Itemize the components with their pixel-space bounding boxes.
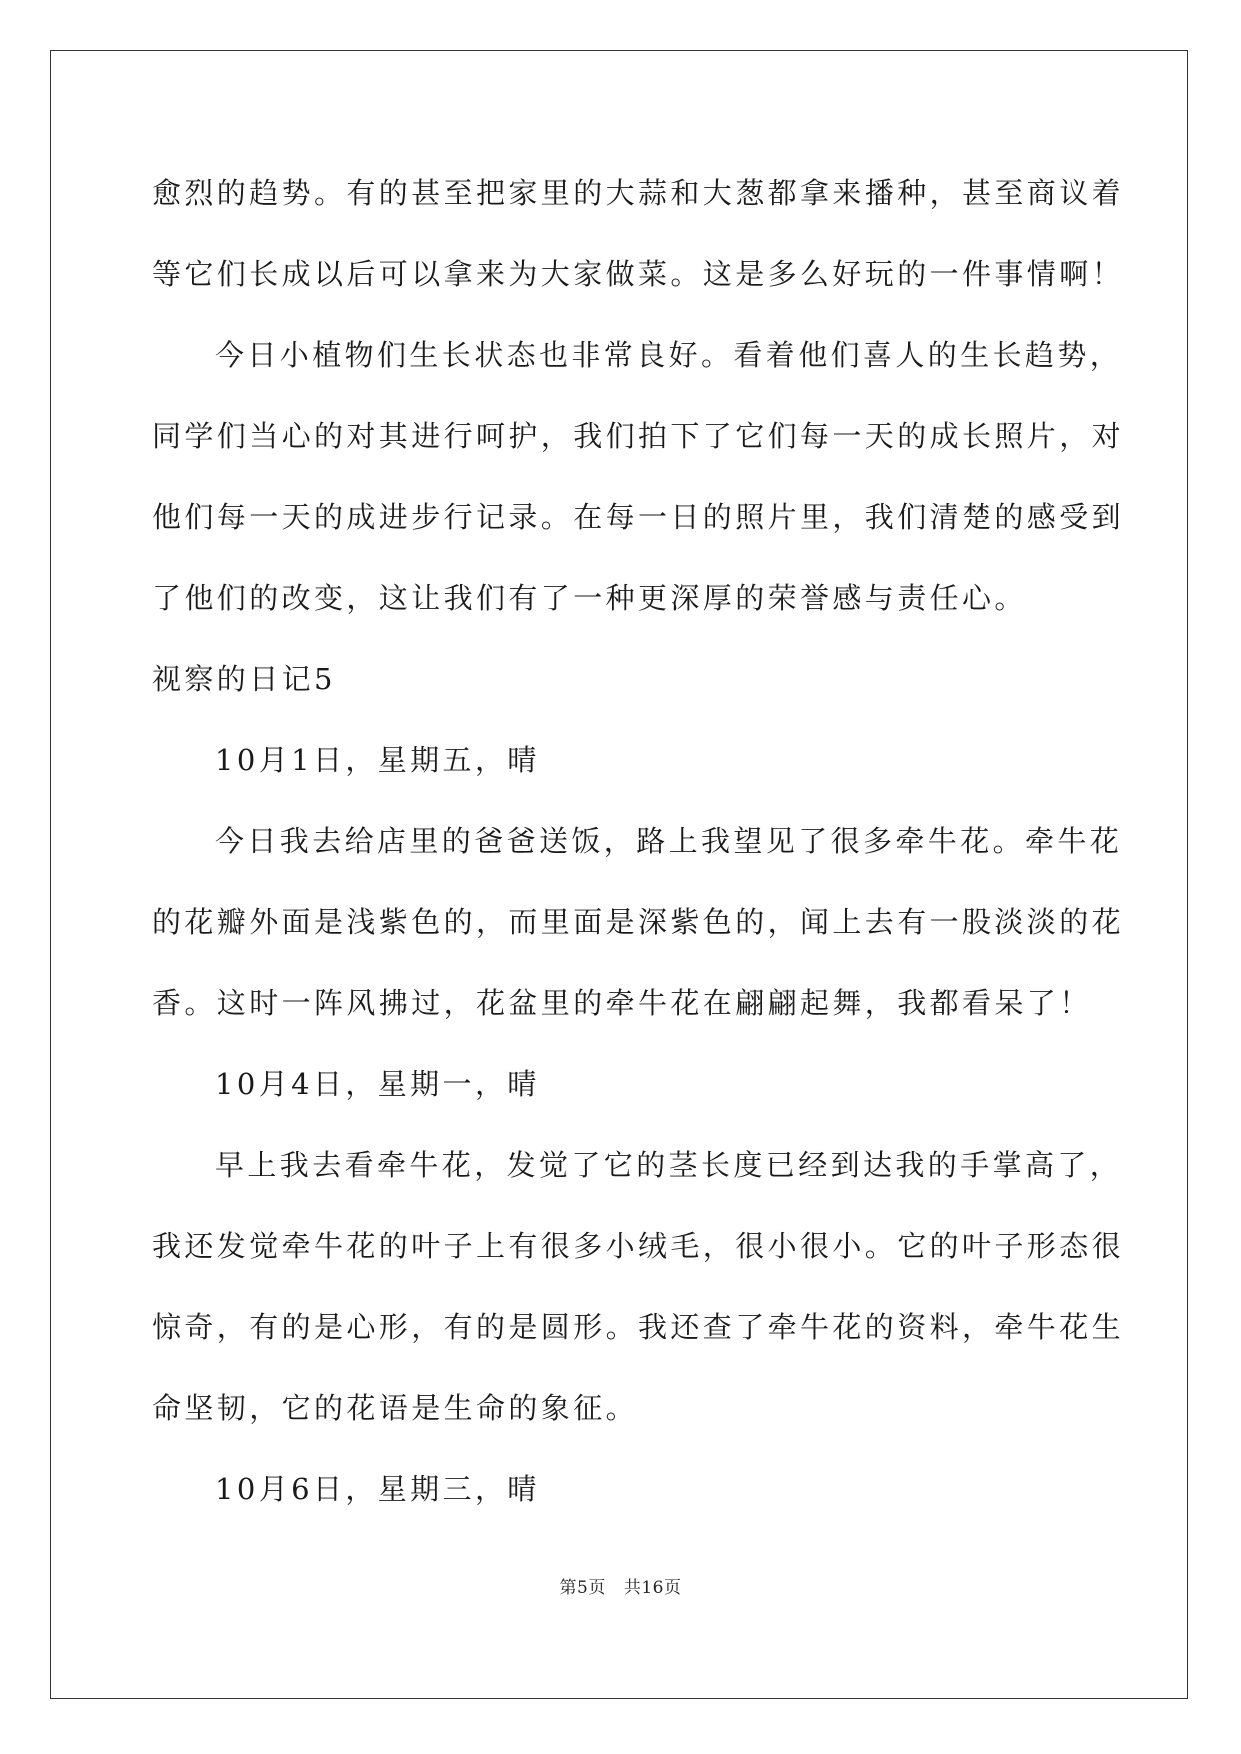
section-heading: 视察的日记5 (152, 662, 336, 696)
text-line-4: 同学们当心的对其进行呵护，我们拍下了它们每一天的成长照片，对 (152, 419, 1125, 453)
document-body (152, 160, 1125, 1537)
diary-date-3: 10月6日，星期三，晴 (215, 1472, 540, 1506)
text-line-6: 了他们的改变，这让我们有了一种更深厚的荣誉感与责任心。 (152, 581, 1027, 615)
diary-date-2: 10月4日，星期一，晴 (215, 1067, 540, 1101)
diary-date-1: 10月1日，星期五，晴 (215, 743, 540, 777)
text-line-9: 今日我去给店里的爸爸送饭，路上我望见了很多牵牛花。牵牛花 (215, 824, 1123, 858)
page-total: 共16页 (623, 1578, 682, 1598)
text-line-5: 他们每一天的成进步行记录。在每一日的照片里，我们清楚的感受到 (152, 500, 1125, 534)
page-footer (0, 1573, 1241, 1598)
text-line-14: 我还发觉牵牛花的叶子上有很多小绒毛，很小很小。它的叶子形态很 (152, 1229, 1125, 1263)
page-number: 第5页 (559, 1578, 606, 1598)
text-line-2: 等它们长成以后可以拿来为大家做菜。这是多么好玩的一件事情啊！ (152, 257, 1125, 291)
text-line-10: 的花瓣外面是浅紫色的，而里面是深紫色的，闻上去有一股淡淡的花 (152, 905, 1125, 939)
text-line-13: 早上我去看牵牛花，发觉了它的茎长度已经到达我的手掌高了， (215, 1148, 1123, 1182)
text-line-16: 命坚韧，它的花语是生命的象征。 (152, 1391, 639, 1425)
text-line-11: 香。这时一阵风拂过，花盆里的牵牛花在翩翩起舞，我都看呆了！ (152, 986, 1092, 1020)
text-line-3: 今日小植物们生长状态也非常良好。看着他们喜人的生长趋势， (215, 338, 1123, 372)
text-line-15: 惊奇，有的是心形，有的是圆形。我还查了牵牛花的资料，牵牛花生 (152, 1310, 1125, 1344)
text-line-1: 愈烈的趋势。有的甚至把家里的大蒜和大葱都拿来播种，甚至商议着 (152, 176, 1125, 210)
